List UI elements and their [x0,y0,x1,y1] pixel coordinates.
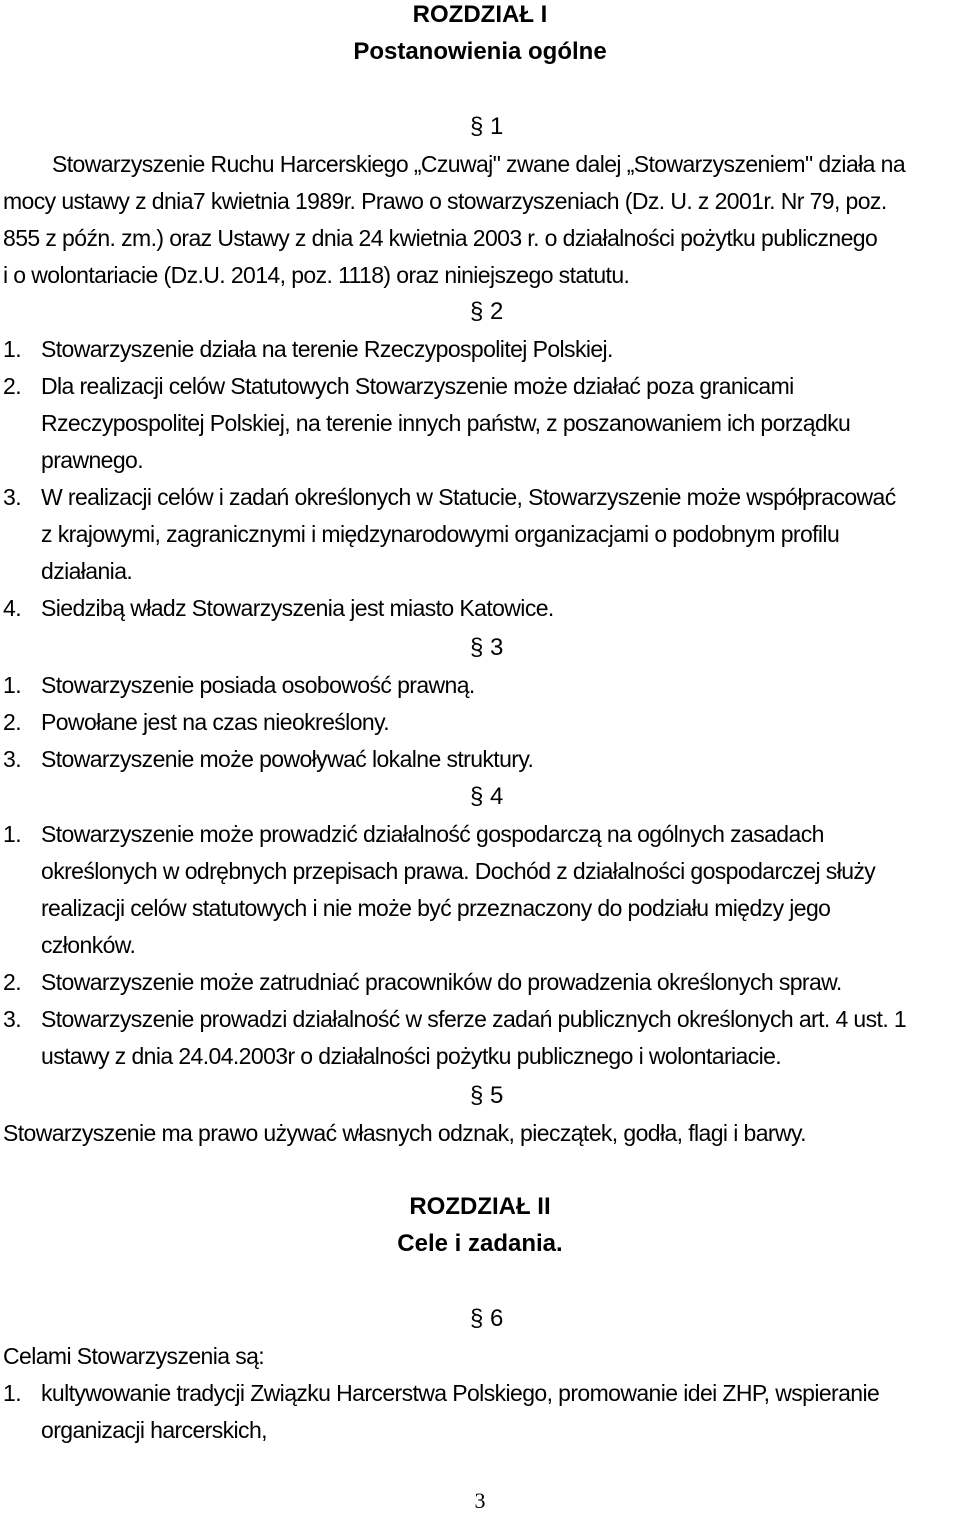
list-item [3,1004,906,1034]
chapter-1-title: Postanowienia ogólne [353,38,607,65]
item-number: 3. [3,1006,21,1032]
item-text: Stowarzyszenie posiada osobowość prawną. [41,672,475,698]
list-item [3,371,794,401]
item-number: 1. [3,1380,21,1406]
item-number: 3. [3,746,21,772]
item-text: z krajowymi, zagranicznymi i międzynarodowymi organizacjami o podobnym profilu [41,521,840,547]
list-item [3,967,842,997]
chapter-2-label: ROZDZIAŁ II [409,1193,551,1220]
item-number: 1. [3,672,21,698]
list-item [3,482,896,512]
list-item [3,707,389,737]
item-text: kultywowanie tradycji Związku Harcerstwa Polskiego, promowanie idei ZHP, wspieranie [41,1380,880,1406]
item-number: 1. [3,336,21,362]
item-text: Dla realizacji celów Statutowych Stowarzyszenie może działać poza granicami [41,373,794,399]
item-text: W realizacji celów i zadań określonych w Statucie, Stowarzyszenie może współpracować [41,484,896,510]
item-text: organizacji harcerskich, [41,1417,267,1443]
list-item [3,819,824,849]
list-item [3,334,613,364]
item-number: 3. [3,484,21,510]
section-1-line: 855 z późn. zm.) oraz Ustawy z dnia 24 kwietnia 2003 r. o działalności pożytku publicznego [3,225,878,251]
section-6-intro: Celami Stowarzyszenia są: [3,1343,265,1369]
item-text: Stowarzyszenie może zatrudniać pracowników do prowadzenia określonych spraw. [41,969,842,995]
section-1-line: mocy ustawy z dnia7 kwietnia 1989r. Prawo o stowarzyszeniach (Dz. U. z 2001r. Nr 79, poz. [3,188,887,214]
item-text: Powołane jest na czas nieokreślony. [41,709,390,735]
item-text: Stowarzyszenie może prowadzić działalność gospodarczą na ogólnych zasadach [41,821,824,847]
page-number: 3 [474,1488,486,1513]
section-1-line: i o wolontariacie (Dz.U. 2014, poz. 1118) oraz niniejszego statutu. [3,262,630,288]
item-text: Stowarzyszenie działa na terenie Rzeczypospolitej Polskiej. [41,336,613,362]
section-5-line: Stowarzyszenie ma prawo używać własnych odznak, pieczątek, godła, flagi i barwy. [3,1120,806,1146]
section-1-line: Stowarzyszenie Ruchu Harcerskiego „Czuwaj" zwane dalej „Stowarzyszeniem" działa na [52,151,906,177]
section-4-heading: § 4 [470,783,504,810]
chapter-1-label: ROZDZIAŁ I [412,1,548,28]
item-text: członków. [41,932,136,958]
item-text: ustawy z dnia 24.04.2003r o działalności pożytku publicznego i wolontariacie. [41,1043,782,1069]
item-text: określonych w odrębnych przepisach prawa. Dochód z działalności gospodarczej służy [41,858,876,884]
item-text: Stowarzyszenie może powoływać lokalne struktury. [41,746,534,772]
item-text: realizacji celów statutowych i nie może być przeznaczony do podziału między jego [41,895,831,921]
item-text: Rzeczypospolitej Polskiej, na terenie innych państw, z poszanowaniem ich porządku [41,410,851,436]
item-number: 2. [3,373,21,399]
list-item [3,1378,879,1408]
item-number: 4. [3,595,21,621]
list-item [3,670,475,700]
item-number: 2. [3,709,21,735]
section-5-heading: § 5 [470,1082,504,1109]
chapter-2-title: Cele i zadania. [397,1230,563,1257]
item-text: Siedzibą władz Stowarzyszenia jest miasto Katowice. [41,595,554,621]
section-2-heading: § 2 [470,298,504,325]
item-number: 1. [3,821,21,847]
section-6-heading: § 6 [470,1305,504,1332]
item-number: 2. [3,969,21,995]
section-3-heading: § 3 [470,634,504,661]
item-text: działania. [41,558,133,584]
item-text: Stowarzyszenie prowadzi działalność w sferze zadań publicznych określonych art. 4 ust. 1 [41,1006,907,1032]
item-text: prawnego. [41,447,144,473]
list-item [3,744,533,774]
section-1-heading: § 1 [470,113,504,140]
list-item [3,593,554,623]
